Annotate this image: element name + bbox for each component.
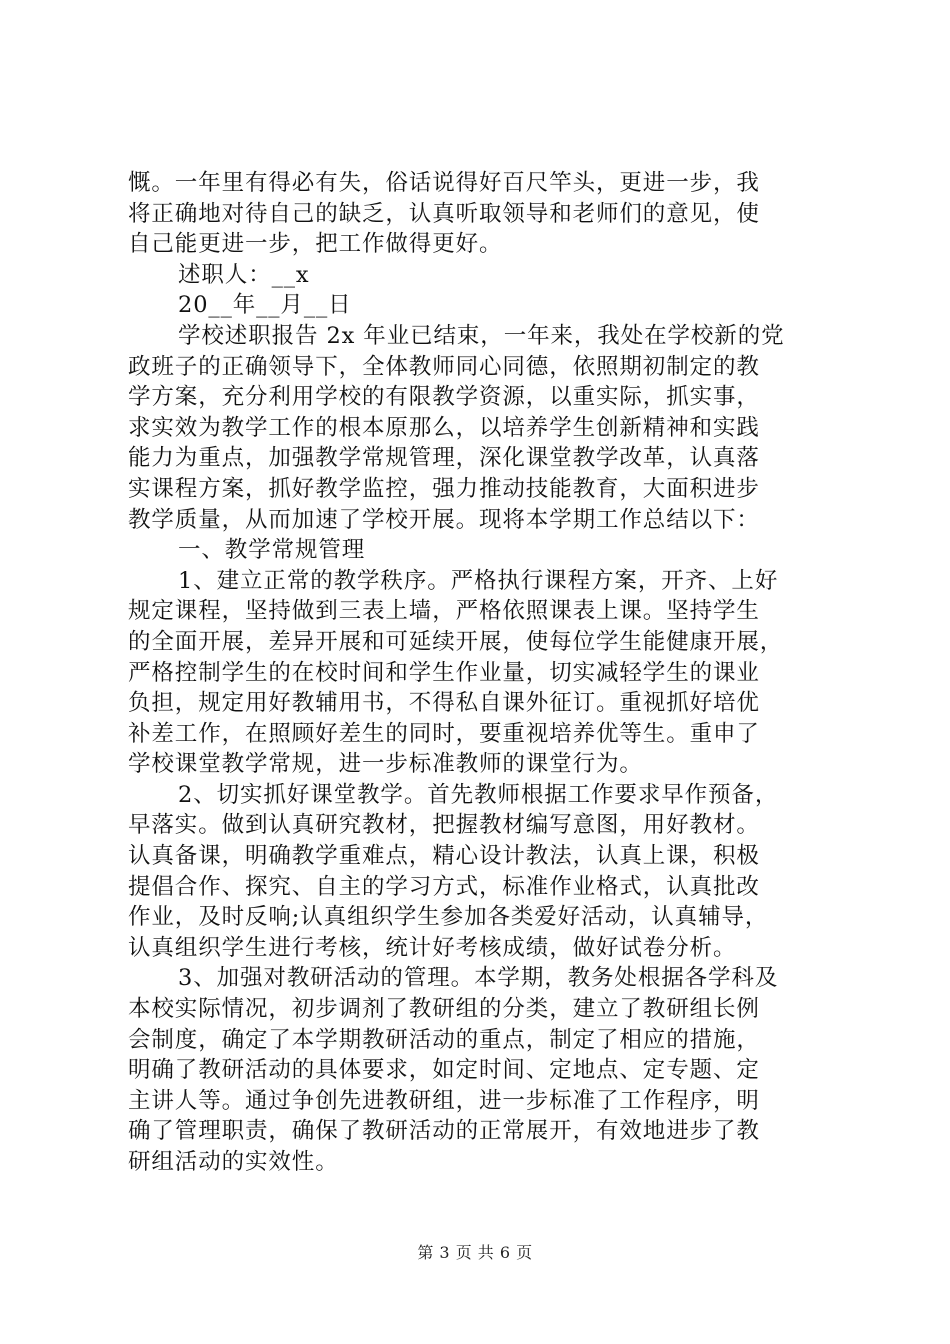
text-line: 自己能更进一步，把工作做得更好。 — [128, 231, 503, 258]
text-line: 学校课堂教学常规，进一步标准教师的课堂行为。 — [128, 751, 643, 778]
text-line: 负担，规定用好教辅用书，不得私自课外征订。重视抓好培优 — [128, 690, 760, 717]
text-line: 教学质量，从而加速了学校开展。现将本学期工作总结以下： — [128, 506, 760, 533]
text-line: 规定课程，坚持做到三表上墙，严格依照课表上课。坚持学生 — [128, 598, 760, 625]
text-line: 求实效为教学工作的根本原那么，以培养学生创新精神和实践 — [128, 414, 760, 441]
text-line: 实课程方案，抓好教学监控，强力推动技能教育，大面积进步 — [128, 475, 760, 502]
text-line: 严格控制学生的在校时间和学生作业量，切实减轻学生的课业 — [128, 659, 760, 686]
text-line: 会制度，确定了本学期教研活动的重点，制定了相应的措施， — [128, 1026, 760, 1053]
text-line: 确了管理职责，确保了教研活动的正常展开，有效地进步了教 — [128, 1118, 760, 1145]
text-line: 学方案，充分利用学校的有限教学资源，以重实际，抓实事， — [128, 384, 760, 411]
text-line: 认真组织学生进行考核，统计好考核成绩，做好试卷分析。 — [128, 934, 737, 961]
text-line: 补差工作，在照顾好差生的同时，要重视培养优等生。重申了 — [128, 720, 760, 747]
text-line: 早落实。做到认真研究教材，把握教材编写意图，用好教材。 — [128, 812, 760, 839]
text-line: 研组活动的实效性。 — [128, 1149, 339, 1175]
text-line: 能力为重点，加强教学常规管理，深化课堂教学改革，认真落 — [128, 445, 760, 472]
page-footer: 第 3 页 共 6 页 — [417, 1243, 533, 1262]
text-line: 述职人：__x — [178, 261, 310, 288]
text-line: 3、加强对教研活动的管理。本学期，教务处根据各学科及 — [178, 965, 779, 992]
text-line: 作业，及时反响;认真组织学生参加各类爱好活动，认真辅导， — [128, 904, 769, 931]
text-line: 提倡合作、探究、自主的学习方式，标准作业格式，认真批改 — [128, 873, 760, 900]
text-line: 认真备课，明确教学重难点，精心设计教法，认真上课，积极 — [128, 843, 760, 870]
text-line: 的全面开展，差异开展和可延续开展，使每位学生能健康开展， — [128, 628, 784, 655]
text-line: 学校述职报告 2x 年业已结束，一年来，我处在学校新的党 — [178, 322, 785, 349]
text-line: 政班子的正确领导下，全体教师同心同德，依照期初制定的教 — [128, 353, 760, 380]
text-line: 2、切实抓好课堂教学。首先教师根据工作要求早作预备， — [178, 781, 779, 808]
text-line: 将正确地对待自己的缺乏，认真听取领导和老师们的意见，使 — [128, 200, 760, 227]
text-line: 本校实际情况，初步调剂了教研组的分类，建立了教研组长例 — [128, 996, 760, 1023]
text-line: 1、建立正常的教学秩序。严格执行课程方案，开齐、上好 — [178, 567, 779, 594]
text-line: 主讲人等。通过争创先进教研组，进一步标准了工作程序，明 — [128, 1087, 760, 1114]
text-line: 慨。一年里有得必有失，俗话说得好百尺竿头，更进一步，我 — [128, 170, 760, 196]
text-line: 20__年__月__日 — [178, 292, 352, 319]
text-line: 明确了教研活动的具体要求，如定时间、定地点、定专题、定 — [128, 1057, 760, 1084]
document-body — [128, 168, 848, 1178]
text-line: 一、教学常规管理 — [178, 537, 366, 564]
